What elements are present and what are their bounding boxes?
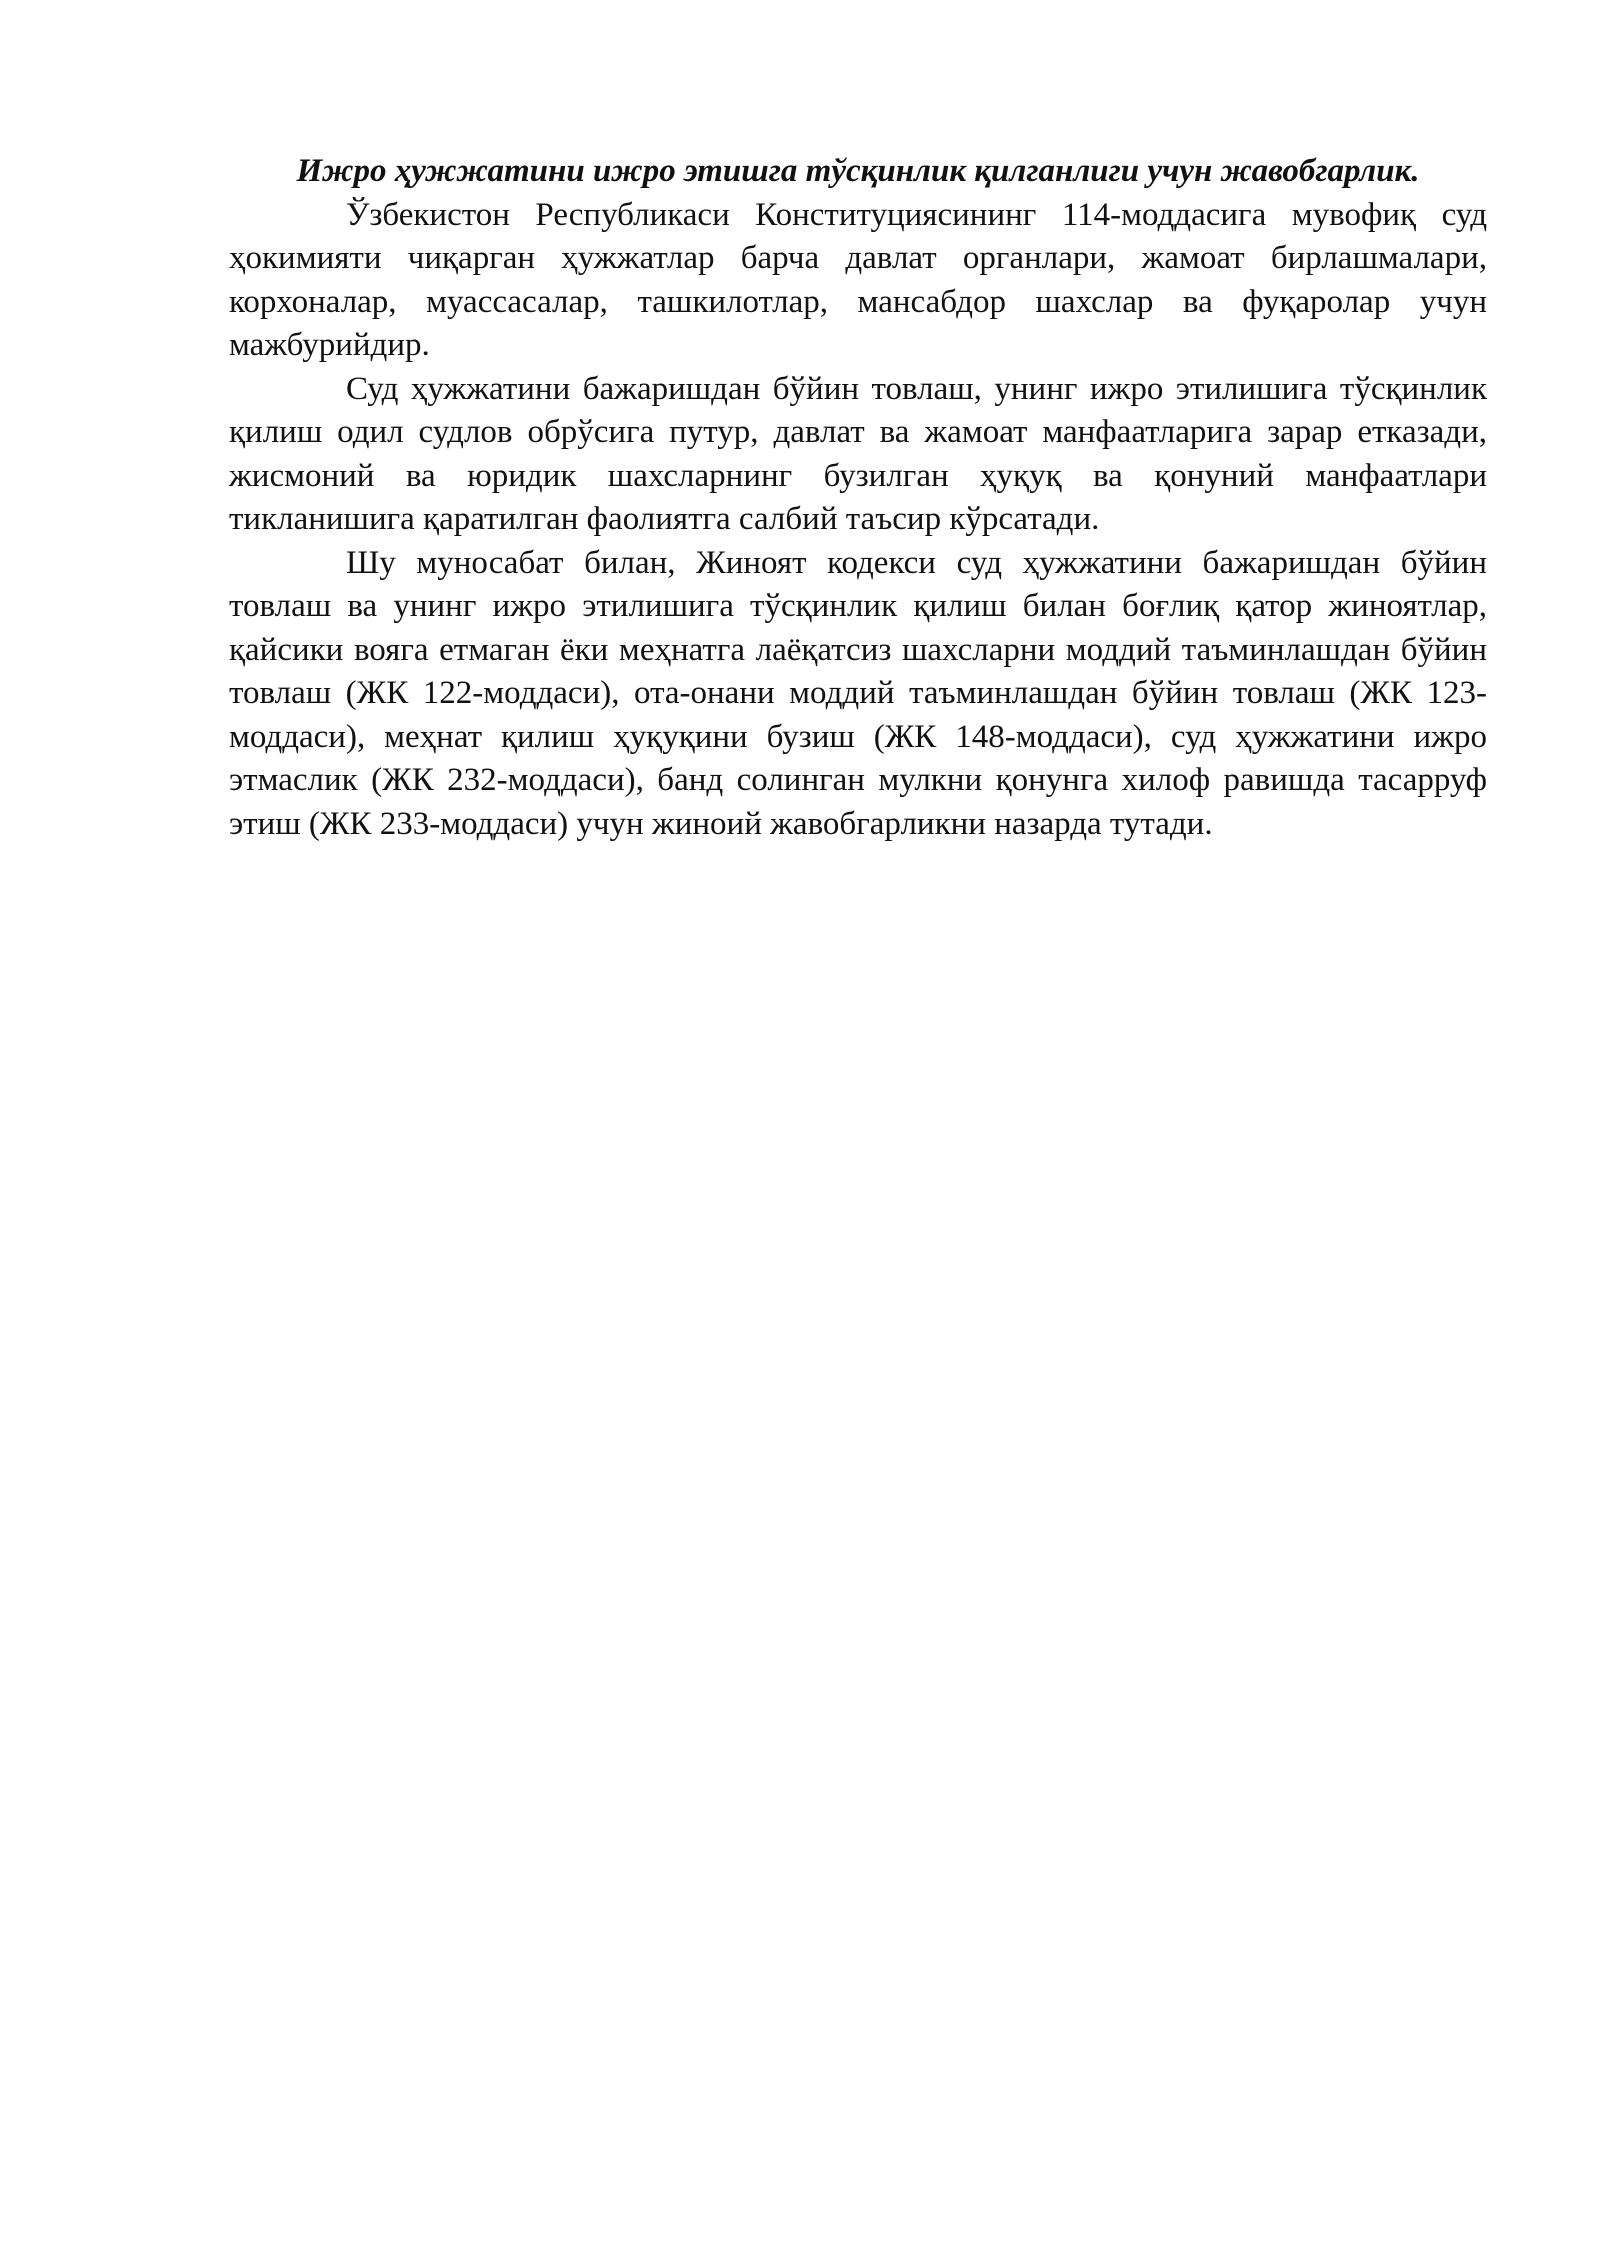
paragraph-criminal-code: Шу муносабат билан, Жиноят кодекси суд ҳужжатини бажаришдан бўйин товлаш ва унинг ижро этилишига тўсқинлик қилиш билан боғлиқ қатор жиноятлар, қайсики вояга етмаган ёки меҳнатга лаёқатсиз шахсларни моддий таъминлашдан бўйин товлаш (ЖК 122-моддаси), ота-онани моддий таъминлашдан бўйин товлаш (ЖК 123-моддаси), меҳнат қилиш ҳуқуқини бузиш (ЖК 148-моддаси), суд ҳужжатини ижро этмаслик (ЖК 232-моддаси), банд солинган мулкни қонунга хилоф равишда тасарруф этиш (ЖК 233-моддаси) учун жиноий жавобгарликни назарда тутади.	[229, 544, 1487, 842]
paragraph-constitution: Ўзбекистон Республикаси Конституциясининг 114-моддасига мувофиқ суд ҳокимияти чиқарган ҳужжатлар барча давлат органлари, жамоат бирлашмалари, корхоналар, муассасалар, ташкилотлар, мансабдор шахслар ва фуқаролар учун мажбурийдир.	[229, 196, 1487, 363]
document-body	[229, 150, 1487, 846]
paragraph-evasion-effects: Суд ҳужжатини бажаришдан бўйин товлаш, унинг ижро этилишига тўсқинлик қилиш одил судлов обрўсига путур, давлат ва жамоат манфаатларига зарар етказади, жисмоний ва юридик шахсларнинг бузилган ҳуқуқ ва қонуний манфаатлари тикланишига қаратилган фаолиятга салбий таъсир кўрсатади.	[229, 370, 1487, 537]
document-title: Ижро ҳужжатини ижро этишга тўсқинлик қилганлиги учун жавобгарлик.	[296, 153, 1420, 189]
